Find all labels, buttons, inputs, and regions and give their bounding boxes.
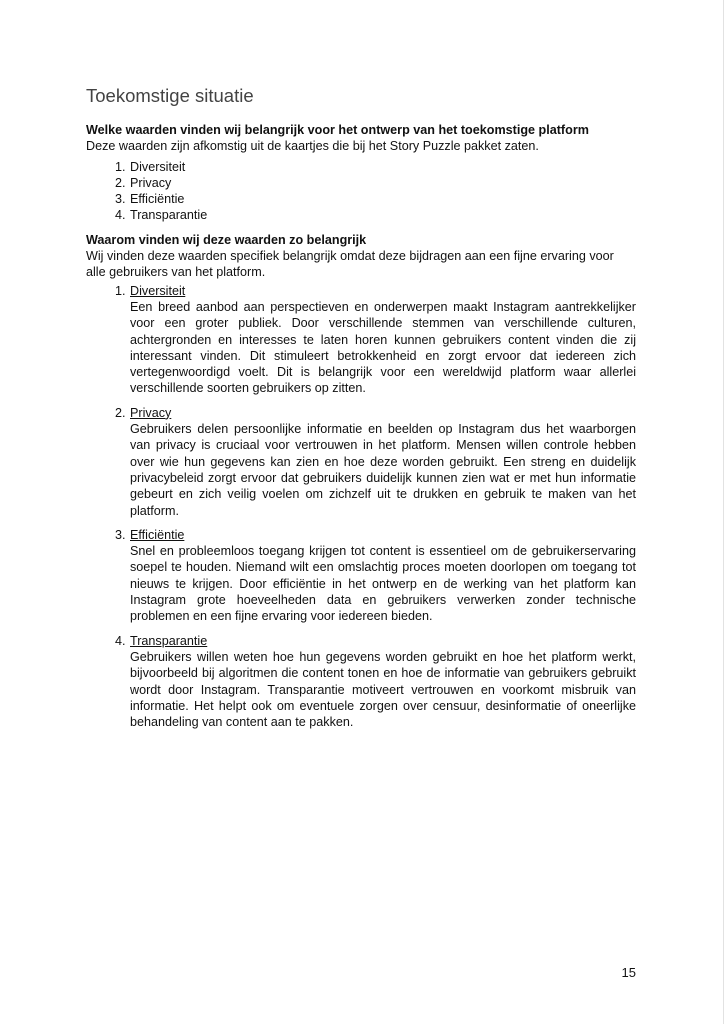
values-list	[86, 159, 636, 224]
item-title: 1. Diversiteit	[130, 283, 186, 298]
reasons-intro: Wij vinden deze waarden specifiek belangrijk omdat deze bijdragen aan een fijne ervaring voor alle gebruikers van het platform.	[86, 249, 614, 280]
item-title: 2. Privacy	[130, 405, 172, 420]
list-item	[129, 633, 636, 731]
list-item	[129, 283, 636, 397]
list-item: 1. Diversiteit	[129, 159, 636, 175]
item-body: Gebruikers delen persoonlijke informatie en beelden op Instagram dus het waarborgen van privacy is cruciaal voor vertrouwen in het platform. Mensen willen controle hebben over wie hun gegevens kan zien en hoe deze worden gebruikt. Een streng en duidelijk privacybeleid zorgt ervoor dat gebruikers duidelijk kunnen zien wat er met hun informatie gebeurt en zich veilig voelen om zichzelf uit te drukken en gebruik te maken van het platform.	[130, 422, 636, 518]
item-title: 3. Efficiëntie	[130, 527, 185, 542]
item-body: Snel en probleemloos toegang krijgen tot content is essentieel om de gebruikerservaring soepel te houden. Niemand wilt een omslachtig proces moeten doorlopen om toegang tot nieuws te krijgen. Door efficiëntie in het ontwerp en de werking van het platform kan Instagram grote hoeveelheden data en gebruikers verwerken zonder technische problemen en een fijne ervaring voor iedereen bieden.	[130, 544, 636, 624]
page-number: 15	[621, 965, 636, 980]
list-item	[129, 405, 636, 519]
section-heading: Toekomstige situatie	[86, 85, 254, 106]
values-question: Welke waarden vinden wij belangrijk voor het ontwerp van het toekomstige platform	[86, 123, 589, 137]
item-body: Gebruikers willen weten hoe hun gegevens worden gebruikt en hoe het platform werkt, bijvoorbeeld bij algoritmen die content tonen en hoe de informatie van gebruikers gebruikt wordt door Instagram. Transparantie motiveert vertrouwen en voorkomt misbruik van informatie. Het helpt ook om eventuele zorgen over censuur, desinformatie of oneerlijke behandeling van content aan te pakken.	[130, 649, 636, 730]
item-title: 4. Transparantie	[130, 633, 208, 648]
reasons-question: Waarom vinden wij deze waarden zo belangrijk	[86, 232, 367, 247]
values-intro: Deze waarden zijn afkomstig uit de kaartjes die bij het Story Puzzle pakket zaten.	[86, 139, 539, 154]
list-item: 3. Efficiëntie	[129, 191, 636, 207]
item-body: Een breed aanbod aan perspectieven en onderwerpen maakt Instagram aantrekkelijker voor een groter publiek. Door verschillende stemmen van verschillende culturen, achtergronden en interesses te laten horen kunnen gebruikers content vinden die zij interessant vinden. Dit stimuleert betrokkenheid en zorgt ervoor dat iedereen zich vertegenwoordigd voelt. Dit is belangrijk voor een wereldwijd platform waar allerlei verschillende soorten gebruikers op zitten.	[130, 299, 636, 396]
reasons-section	[86, 232, 636, 731]
list-item	[129, 527, 636, 625]
page-content	[86, 84, 636, 738]
reasons-list	[86, 283, 636, 731]
list-item: 2. Privacy	[129, 175, 636, 191]
list-item: 4. Transparantie	[129, 207, 636, 223]
